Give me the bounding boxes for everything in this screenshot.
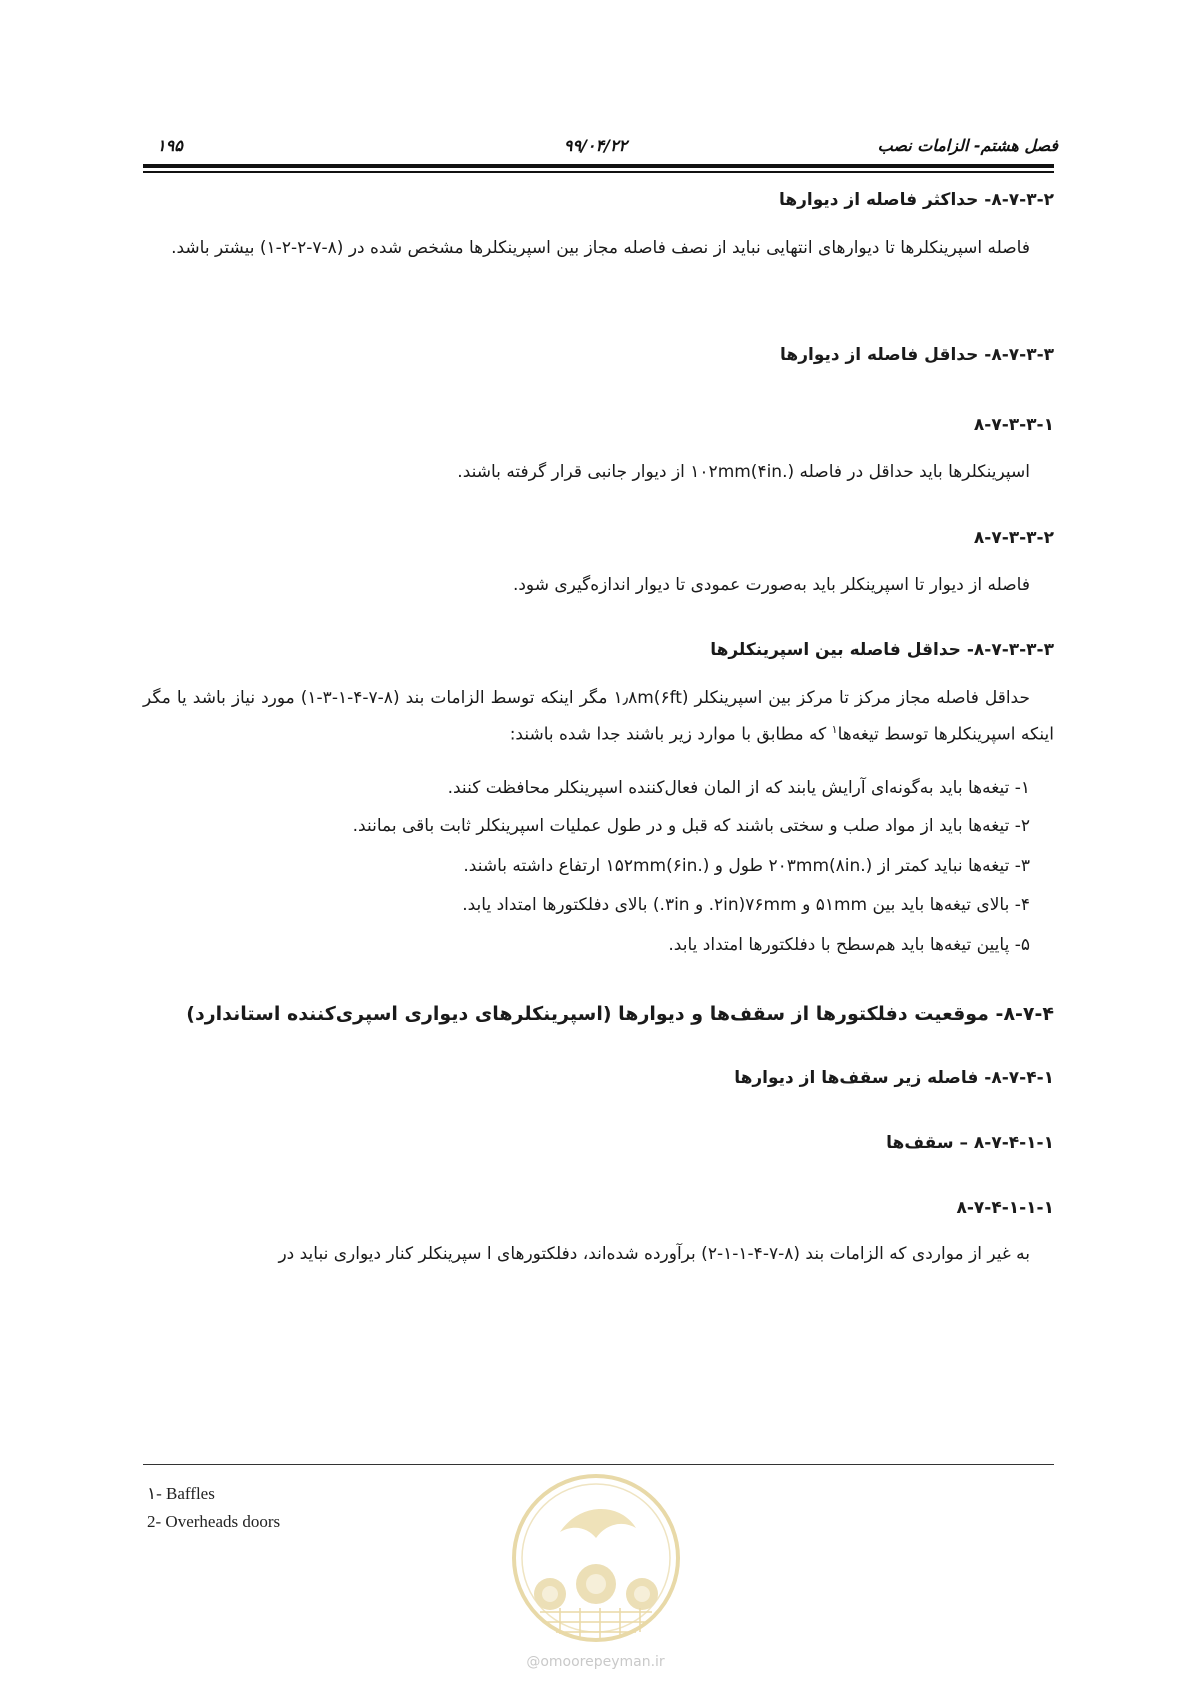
header-rule-thick	[143, 164, 1054, 168]
page-number: ۱۹۵	[157, 136, 183, 155]
section-heading-8-7-3-2: ۸-۷-۳-۲- حداکثر فاصله از دیوارها	[778, 190, 1054, 210]
paragraph-text-a: حداقل فاصله مجاز مرکز تا مرکز بین اسپرینکلر ۱٫۸m(۶ft) مگر اینکه توسط الزامات بند (۸-۷-۴-۱-۳-۱) مورد نیاز باشد یا مگر اینکه اسپرینکلرها توسط تیغه‌ها	[143, 688, 1054, 745]
section-paragraph-8-7-3-3-3	[143, 682, 1054, 751]
header-date: ۹۹/۰۴/۲۲	[563, 136, 628, 155]
footnote-ref-1: ۱	[831, 723, 838, 736]
section-heading-8-7-4-1: ۸-۷-۴-۱- فاصله زیر سقف‌ها از دیوارها	[734, 1068, 1054, 1088]
section-heading-8-7-3-3-1: ۸-۷-۳-۳-۱	[973, 415, 1054, 435]
section-paragraph-8-7-3-3-1: اسپرینکلرها باید حداقل در فاصله ۱۰۲mm(۴in.) از دیوار جانبی قرار گرفته باشند.	[457, 462, 1030, 482]
paragraph-text: فاصله اسپرینکلرها تا دیوارهای انتهایی نباید از نصف فاصله مجاز بین اسپرینکلرها مشخص شده در (۸-۷-۲-۲-۱) بیشتر باشد.	[171, 238, 1030, 258]
list-item: ۵- پایین تیغه‌ها باید هم‌سطح با دفلکتورها امتداد یابد.	[668, 935, 1030, 955]
list-item: ۱- تیغه‌ها باید به‌گونه‌ای آرایش یابند که از المان فعال‌کننده اسپرینکلر محافظت کنند.	[447, 778, 1030, 798]
header-rule-thin	[143, 171, 1054, 173]
section-heading-8-7-4-1-1-1: ۸-۷-۴-۱-۱-۱	[956, 1198, 1054, 1218]
watermark-logo	[510, 1472, 682, 1644]
section-heading-8-7-3-3: ۸-۷-۳-۳- حداقل فاصله از دیوارها	[780, 345, 1054, 365]
section-heading-8-7-3-3-2: ۸-۷-۳-۳-۲	[973, 528, 1054, 548]
list-item: ۳- تیغه‌ها نباید کمتر از ۲۰۳mm(۸in.) طول و ۱۵۲mm(۶in.) ارتفاع داشته باشند.	[463, 856, 1030, 876]
section-paragraph-8-7-3-2	[143, 232, 1054, 264]
chapter-title: فصل هشتم- الزامات نصب	[877, 136, 1058, 155]
section-heading-8-7-4-1-1: ۸-۷-۴-۱-۱ – سقف‌ها	[886, 1133, 1054, 1153]
footnote-1: ۱- Baffles	[147, 1484, 215, 1503]
footnote-2: 2- Overheads doors	[147, 1512, 281, 1531]
list-item: ۲- تیغه‌ها باید از مواد صلب و سختی باشند که قبل و در طول عملیات اسپرینکلر ثابت باقی بمانند.	[352, 816, 1030, 836]
section-heading-8-7-4: ۸-۷-۴- موقعیت دفلکتورها از سقف‌ها و دیوارها (اسپرینکلرهای دیواری اسپری‌کننده استاندارد)	[186, 1003, 1054, 1025]
footnote-rule	[143, 1464, 1054, 1465]
list-item: ۴- بالای تیغه‌ها باید بین ۵۱mm و ۷۶mm(۲in. و ۳in.) بالای دفلکتورها امتداد یابد.	[462, 895, 1030, 915]
watermark-url: @omoorepeyman.ir	[526, 1654, 665, 1670]
section-paragraph-8-7-4-1-1-1: به غیر از مواردی که الزامات بند (۸-۷-۴-۱-۱-۲) برآورده شده‌اند، دفلکتورهای ا سپرینکلر کنار دیواری نباید در	[278, 1244, 1030, 1264]
section-paragraph-8-7-3-3-2: فاصله از دیوار تا اسپرینکلر باید به‌صورت عمودی تا دیوار اندازه‌گیری شود.	[512, 575, 1030, 595]
section-heading-8-7-3-3-3: ۸-۷-۳-۳-۳- حداقل فاصله بین اسپرینکلرها	[710, 640, 1054, 660]
paragraph-text-b: که مطابق با موارد زیر باشند جدا شده باشند:	[509, 724, 832, 745]
